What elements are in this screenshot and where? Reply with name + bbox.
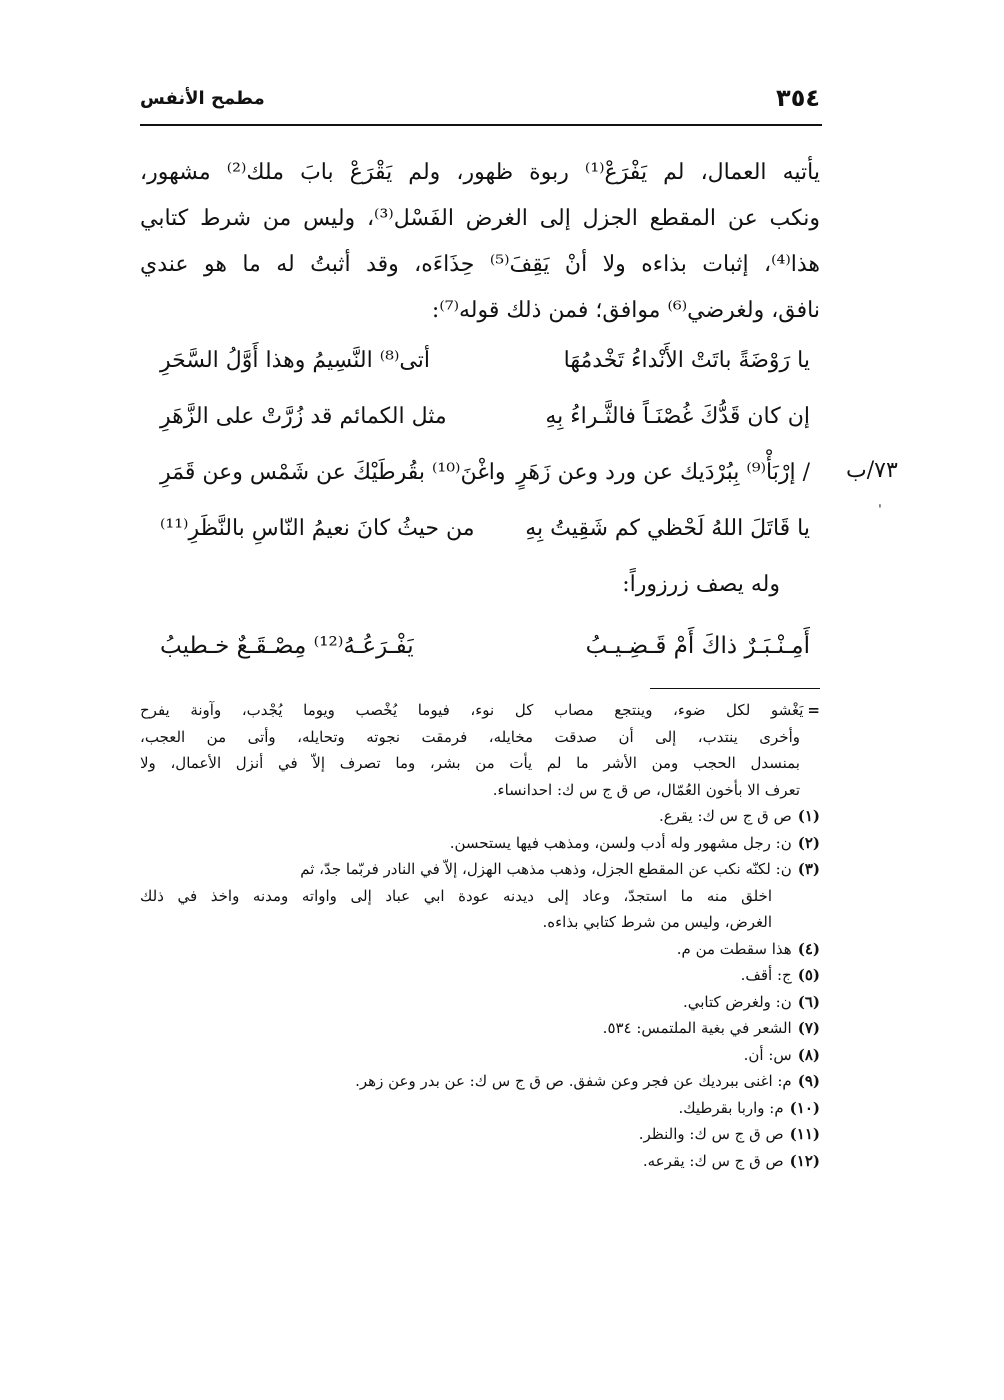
- footnote-continuation-line: وأخرى ينتدب، إلى أن صدقت مخايله، فرمقت نجوته وتحايله، وأتى من العجب،: [140, 727, 800, 746]
- footnote: [140, 1042, 820, 1069]
- prose-line: هذا⁽⁴⁾، إثبات بذاءه ولا أنْ يَقِفَ⁽⁵⁾ حِذَاءَه، وقد أثبتُ له ما هو عندي: [140, 252, 821, 277]
- footnote-separator: [650, 688, 820, 689]
- footnote: [140, 962, 820, 989]
- header-rule: [140, 124, 822, 126]
- prose-paragraph: [140, 150, 820, 334]
- poem-verse: [140, 396, 820, 452]
- margin-tick: ˌ: [878, 494, 882, 510]
- footnote-text: ن: رجل مشهور وله أدب ولسن، ومذهب فيها يستحسن.: [449, 833, 792, 852]
- second-hemistich: يَفْـرَعُـهُ⁽¹²⁾ مِصْـقَـعٌ خـطيبُ: [160, 633, 414, 659]
- footnote-number: (٥): [797, 966, 820, 984]
- footnote-text: ن: ولغرض كتابي.: [682, 992, 792, 1011]
- footnote-text: ص ق ج س ك: يقرع.: [658, 807, 792, 825]
- footnote: [140, 936, 820, 963]
- second-hemistich: أتى⁽⁸⁾ النَّسِيمُ وهذا أَوَّلُ السَّحَرِ: [160, 348, 430, 373]
- footnote-number: (١٠): [789, 1098, 820, 1117]
- footnote-text: الغرض، وليس من شرط كتابي بذاءه.: [542, 913, 772, 931]
- manuscript-folio-ref: ٧٣/ب: [846, 458, 898, 483]
- footnote-number: (١٢): [789, 1151, 820, 1170]
- first-hemistich: يا رَوْضَةً باتَتْ الأَنْداءُ تَخْدمُهَا: [563, 348, 810, 373]
- footnote-number: (٣): [797, 860, 820, 878]
- first-hemistich: / إرْبَأْ⁽⁹⁾ بِبُرْدَيك عن ورد وعن زَهَرٍ: [516, 460, 810, 485]
- first-hemistich: إن كان قَدُّكَ غُصْنَـاً فالثَّـراءُ بِهِ: [545, 404, 810, 429]
- footnote-text: ص ق ج س ك: يقرعه.: [642, 1151, 784, 1170]
- footnote-text: م: واربا بقرطيك.: [678, 1098, 784, 1117]
- continuation-mark: =: [807, 701, 820, 719]
- footnote: [140, 1148, 820, 1175]
- footnote-number: (٨): [797, 1045, 820, 1064]
- footnote-number: (٩): [797, 1072, 820, 1090]
- footnote-text: م: اغنى ببرديك عن فجر وعن شفق. ص ق ج س ك: عن بدر وعن زهر.: [355, 1072, 792, 1090]
- poem-intro: وله يصف زرزوراً:: [622, 572, 780, 597]
- footnote-text: س: أن.: [743, 1045, 792, 1064]
- footnote-text: ص ق ج س ك: والنظر.: [638, 1125, 784, 1143]
- footnote-number: (١١): [789, 1125, 820, 1143]
- prose-line: نافق، ولغرضي⁽⁶⁾ موافق؛ فمن ذلك قوله⁽⁷⁾:: [431, 298, 820, 323]
- footnote-number: (٢): [797, 833, 820, 852]
- poem: [140, 340, 820, 564]
- poem-verse: [140, 508, 820, 564]
- poem-verse: [140, 452, 820, 508]
- footnote-text: ج: أقف.: [740, 966, 792, 984]
- first-hemistich: يا قَاتَلَ اللهُ لَحْظي كم شَقِيتُ بِهِ: [525, 516, 810, 541]
- footnote: [140, 989, 820, 1016]
- second-hemistich: من حيثُ كانَ نعيمُ النّاسِ بالنَّظَرِ⁽¹¹⁾: [160, 516, 475, 541]
- footnote: [140, 1068, 820, 1095]
- page-header: [140, 84, 820, 124]
- footnote: [140, 1121, 820, 1148]
- first-hemistich: أَمِـنْـبَـرٌ ذاكَ أَمْ قَـضِـيـبُ: [585, 633, 810, 659]
- footnote-text: الشعر في بغية الملتمس: ٥٣٤.: [602, 1019, 792, 1037]
- footnote: [140, 856, 820, 883]
- footnote-text: اخلق منه ما استجدّ، وعاد إلى ديدنه عودة ابي عباد إلى واواته ومدنه واخذ في ذلك: [140, 886, 772, 905]
- footnote-number: (٦): [797, 992, 820, 1011]
- footnote-continuation-line: بمنسدل الحجب ومن الأشر ما لم يأت من بشر، وما تصرف إلاّ في أنزل الأعمال، ولا: [140, 754, 800, 772]
- second-hemistich: مثل الكمائم قد زُرَّتْ على الزَّهَرِ: [160, 404, 447, 429]
- second-hemistich: واغْنَ⁽¹⁰⁾ بقُرطَيْكَ عن شَمْس وعن قَمَرِ: [160, 460, 506, 485]
- footnote-number: (٤): [797, 939, 820, 958]
- page-number: ٣٥٤: [776, 84, 820, 112]
- prose-line: ونكب عن المقطع الجزل إلى الغرض الفَسْل⁽³⁾، وليس من شرط كتابي: [140, 206, 821, 231]
- footnote: [140, 1095, 820, 1122]
- poem-verse: [140, 340, 820, 396]
- footnote: [140, 803, 820, 830]
- poem-verse: [140, 625, 820, 675]
- footnote-number: (١): [797, 807, 820, 825]
- footnote: [140, 1015, 820, 1042]
- footnotes: [140, 697, 820, 1174]
- footnote-continuation-line: =يَغْشو لكل ضوء، وينتجع مصاب كل نوء، فيوما يُخْصب ويوما يُجْدب، وآونة يفرح: [140, 701, 820, 719]
- footnote-continuation-line: تعرف الا بأخون العُمّال، ص ق ج س ك: احدانساء.: [492, 780, 800, 799]
- footnote: [140, 830, 820, 857]
- footnote-number: (٧): [797, 1019, 820, 1037]
- prose-line: يأتيه العمال، لم يَفْرَعْ⁽¹⁾ ربوة ظهور، ولم يَقْرَعْ بابَ ملك⁽²⁾ مشهور،: [140, 160, 820, 185]
- footnote-text: ن: لكنّه نكب عن المقطع الجزل، وذهب مذهب الهزل، إلاّ في النادر فربّما جدّ، ثم: [300, 860, 792, 878]
- running-title: مطمح الأنفس: [140, 88, 265, 109]
- footnote-text: هذا سقطت من م.: [676, 939, 792, 958]
